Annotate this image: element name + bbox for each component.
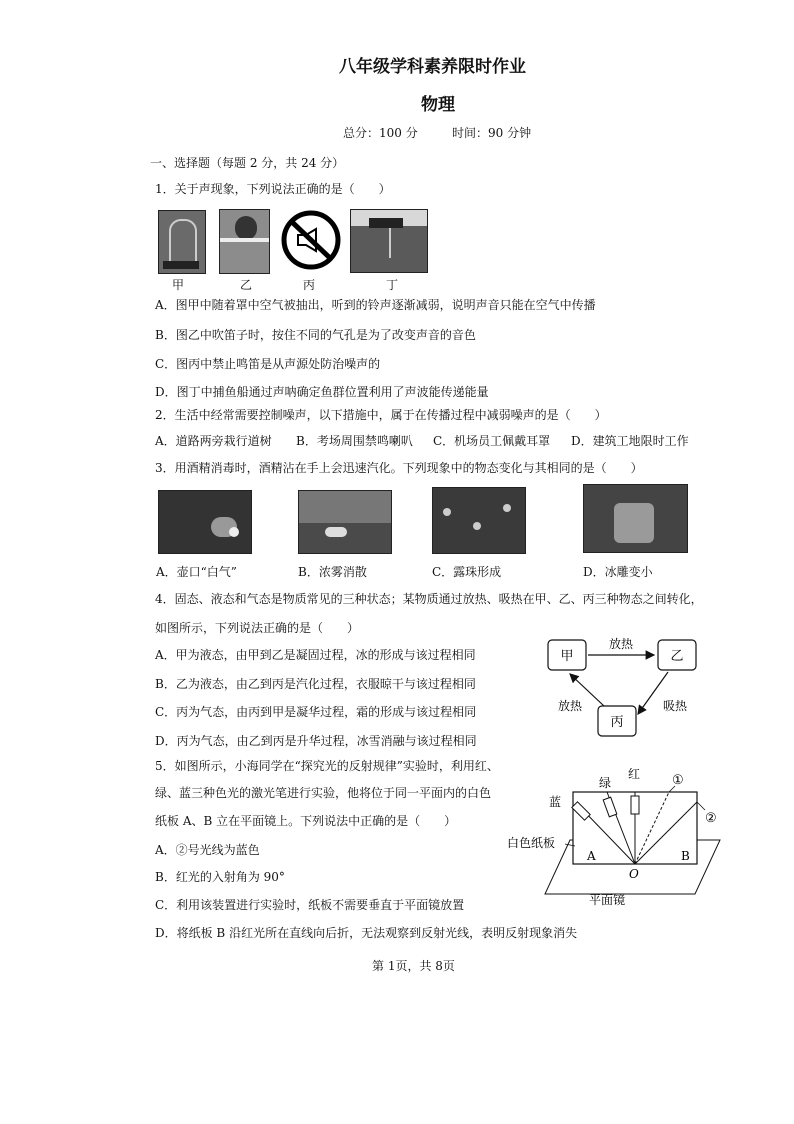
label-top-release-heat: 放热 — [608, 637, 634, 651]
label-green: 绿 — [599, 776, 612, 790]
total-score: 总分：100 分 — [343, 126, 418, 140]
dew-photo — [432, 487, 526, 554]
q4-stem-line2: 如图所示，下列说法正确的是（ ） — [155, 621, 360, 635]
q1-option-c: C．图丙中禁止鸣笛是从声源处防治噪声的 — [155, 357, 381, 371]
label-2-leader — [697, 802, 705, 810]
sonar-boat-photo — [350, 209, 428, 273]
caption-jia: 甲 — [172, 278, 185, 292]
ice-sculpture-photo — [583, 484, 688, 553]
state-change-diagram — [540, 628, 720, 752]
q4-option-b: B．乙为液态，由乙到丙是汽化过程，衣服晾干与该过程相同 — [155, 677, 476, 691]
q1-option-a: A．图甲中随着罩中空气被抽出，听到的铃声逐渐减弱，说明声音只能在空气中传播 — [155, 298, 596, 312]
label-blue: 蓝 — [549, 795, 562, 809]
label-board-b: B — [681, 849, 690, 863]
q3-option-d: D．冰雕变小 — [583, 565, 653, 579]
caption-ding: 丁 — [386, 278, 399, 292]
q4-stem-line1: 4．固态、液态和气态是物质常见的三种状态；某物质通过放热、吸热在甲、乙、丙三种物态之间转化， — [155, 592, 703, 606]
label-ray-1: ① — [672, 773, 684, 788]
light-reflection-diagram — [505, 762, 725, 911]
q2-option-a: A．道路两旁栽行道树 — [155, 434, 272, 448]
caption-yi: 乙 — [240, 278, 253, 292]
kettle-steam-photo — [158, 490, 252, 554]
q5-stem-line1: 5．如图所示，小海同学在“探究光的反射规律”实验时，利用红、 — [155, 759, 499, 773]
subject-title: 物理 — [421, 95, 455, 115]
q5-option-c: C．利用该装置进行实验时，纸板不需要垂直于平面镜放置 — [155, 898, 465, 912]
q4-option-d: D．丙为气态，由乙到丙是升华过程，冰雪消融与该过程相同 — [155, 734, 477, 748]
time-limit: 时间：90 分钟 — [452, 126, 532, 140]
q4-option-a: A．甲为液态，由甲到乙是凝固过程，冰的形成与该过程相同 — [155, 648, 476, 662]
q3-stem: 3．用酒精消毒时，酒精沾在手上会迅速汽化。下列现象中的物态变化与其相同的是（ ） — [155, 461, 643, 475]
page-number: 第 1页，共 8页 — [372, 959, 455, 973]
label-jia: 甲 — [560, 649, 574, 664]
q2-option-c: C．机场员工佩戴耳罩 — [433, 434, 551, 448]
q3-option-a: A．壶口“白气” — [156, 565, 237, 579]
label-left-release-heat: 放热 — [557, 699, 583, 713]
q1-stem: 1．关于声现象，下列说法正确的是（ ） — [155, 182, 391, 196]
q1-option-d: D．图丁中捕鱼船通过声呐确定鱼群位置利用了声波能传递能量 — [155, 385, 489, 399]
q1-option-b: B．图乙中吹笛子时，按住不同的气孔是为了改变声音的音色 — [155, 328, 476, 342]
q5-stem-line2: 绿、蓝三种色光的激光笔进行实验，他将位于同一平面内的白色 — [155, 786, 492, 800]
q5-option-d: D．将纸板 B 沿红光所在直线向后折，无法观察到反射光线，表明反射现象消失 — [155, 926, 578, 940]
label-board-a: A — [587, 849, 596, 863]
label-right-absorb-heat: 吸热 — [662, 699, 688, 713]
label-ray-2: ② — [705, 811, 717, 826]
page-title: 八年级学科素养限时作业 — [339, 57, 526, 77]
q5-option-a: A．②号光线为蓝色 — [155, 843, 260, 857]
q5-option-b: B．红光的入射角为 90° — [155, 870, 285, 884]
q5-stem-line3: 纸板 A、B 立在平面镜上。下列说法中正确的是（ ） — [155, 814, 457, 828]
label-bing: 丙 — [610, 715, 624, 730]
flute-photo — [219, 209, 270, 274]
label-red: 红 — [628, 767, 641, 781]
section-heading: 一、选择题（每题 2 分，共 24 分） — [150, 156, 345, 170]
bell-jar-photo — [158, 210, 206, 274]
label-point-o: O — [629, 867, 639, 881]
fog-photo — [298, 490, 392, 554]
label-white-board: 白色纸板 — [507, 836, 556, 850]
q3-option-c: C．露珠形成 — [432, 565, 502, 579]
q2-option-d: D．建筑工地限时工作 — [571, 434, 689, 448]
red-laser-pointer — [631, 796, 639, 814]
q2-stem: 2．生活中经常需要控制噪声，以下措施中，属于在传播过程中减弱噪声的是（ ） — [155, 408, 607, 422]
q3-option-b: B．浓雾消散 — [298, 565, 367, 579]
label-yi: 乙 — [670, 649, 684, 664]
q4-option-c: C．丙为气态，由丙到甲是凝华过程，霜的形成与该过程相同 — [155, 705, 477, 719]
q2-option-b: B．考场周围禁鸣喇叭 — [296, 434, 413, 448]
caption-bing: 丙 — [303, 278, 316, 292]
no-horn-sign-icon — [280, 209, 342, 275]
label-plane-mirror: 平面镜 — [589, 893, 626, 907]
